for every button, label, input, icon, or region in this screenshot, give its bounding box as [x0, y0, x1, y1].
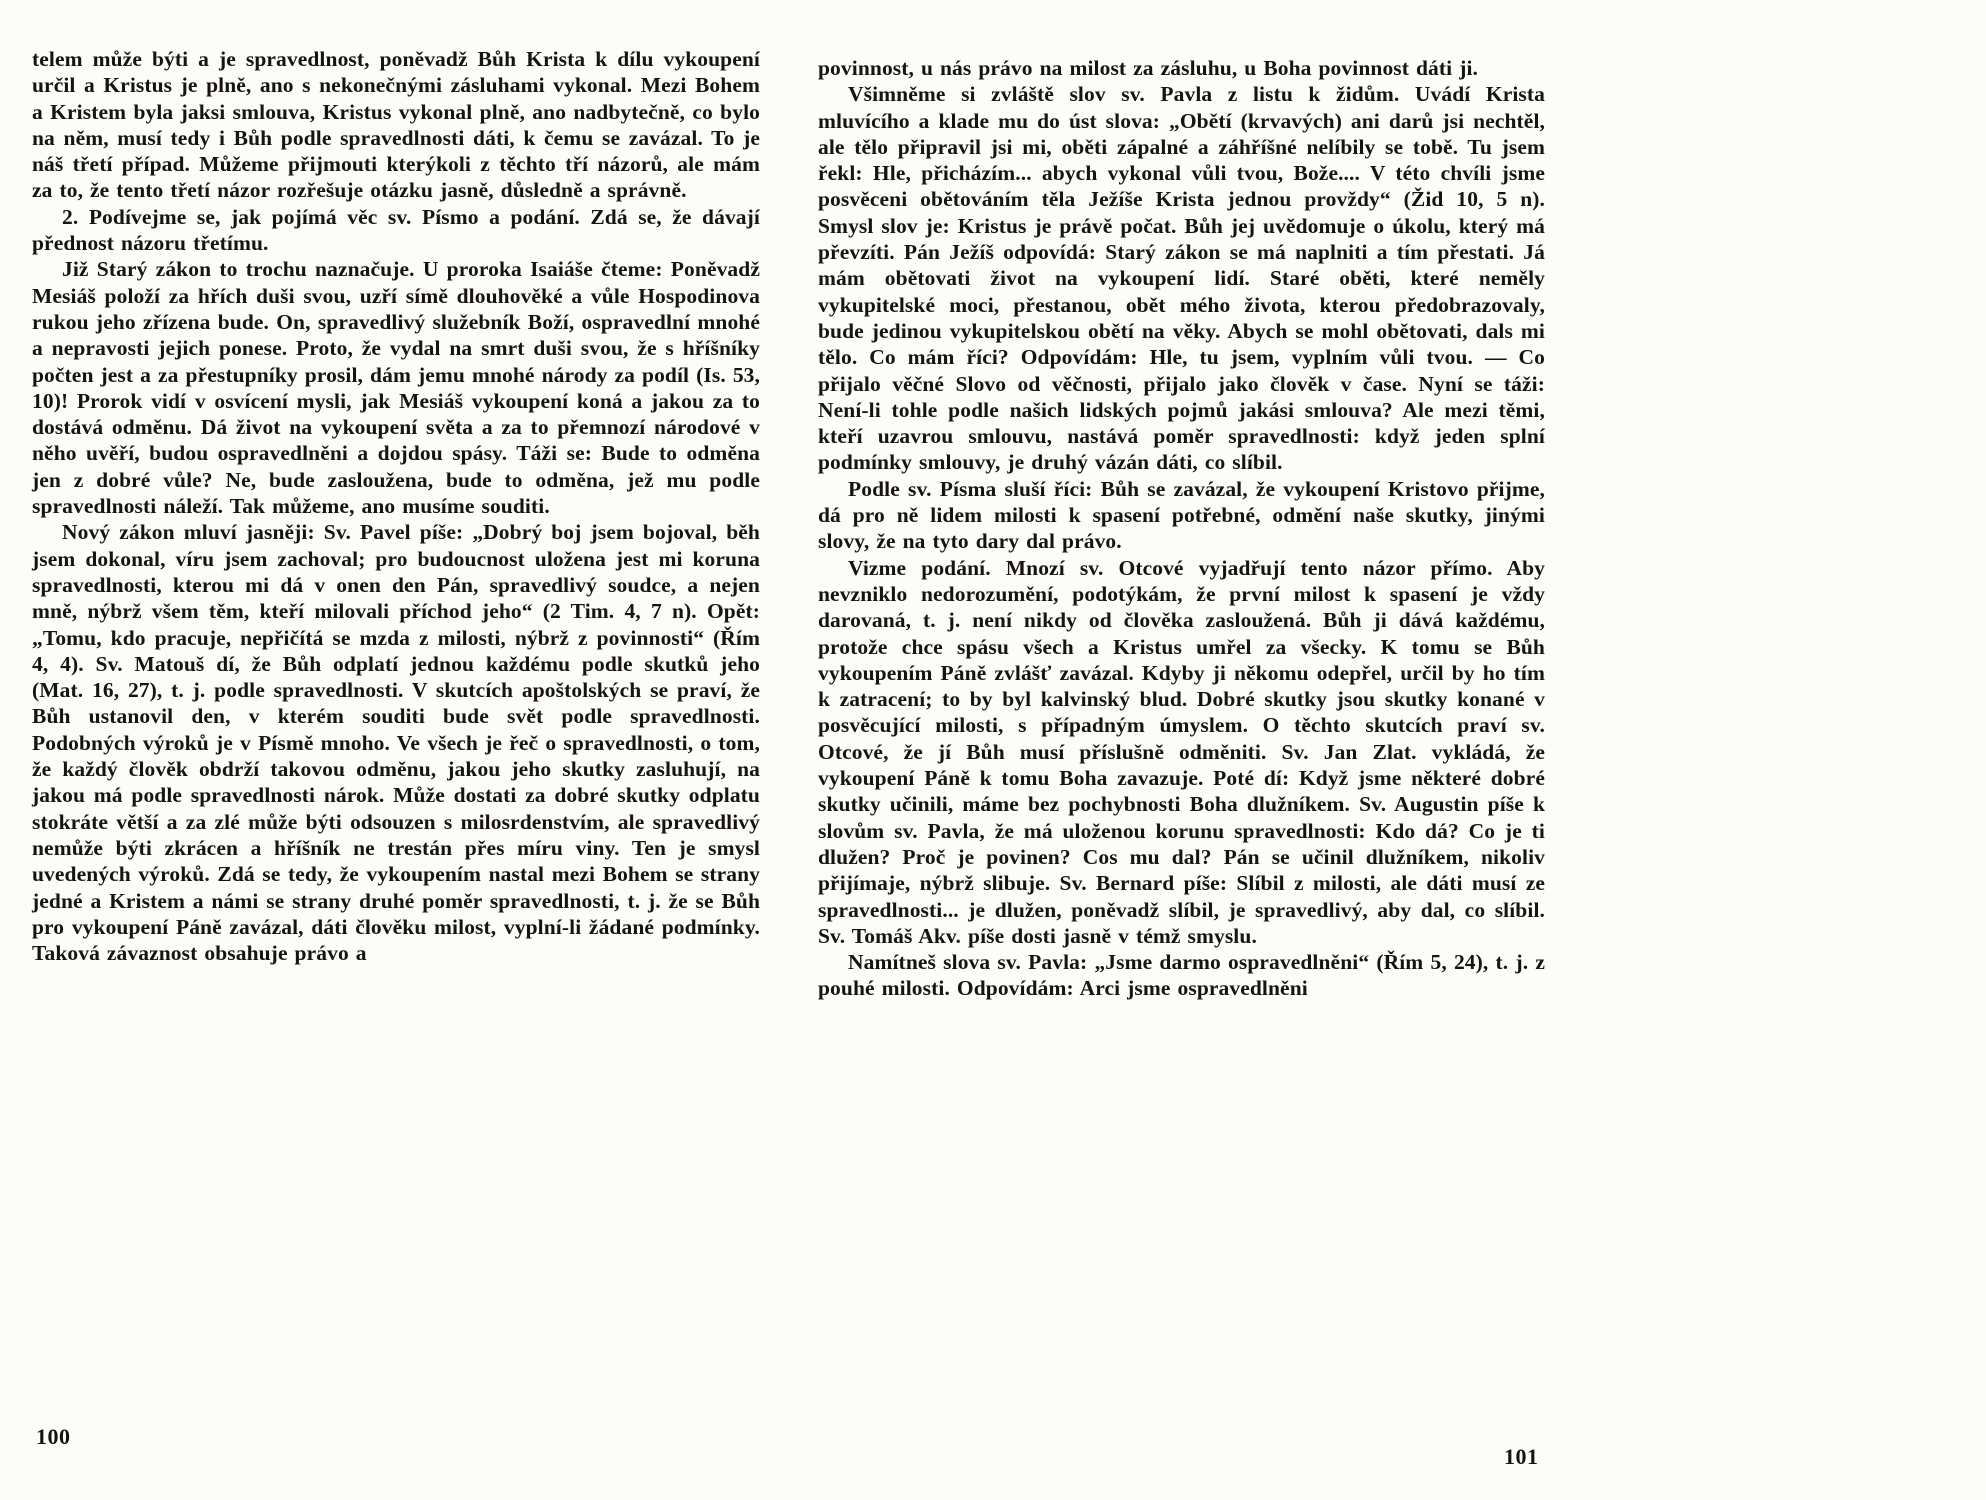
paragraph: Podle sv. Písma sluší říci: Bůh se zavázal, že vykoupení Kristovo přijme, dá pro ně lidem milosti k spasení potřebné, odmění naše skutky, jinými slovy, že na tyto dary dal právo. — [818, 476, 1545, 554]
paragraph: povinnost, u nás právo na milost za zásluhu, u Boha povinnost dáti ji. — [818, 56, 1479, 80]
paragraph: Všimněme si zvláště slov sv. Pavla z listu k židům. Uvádí Krista mluvícího a klade mu do úst slova: „Obětí (krvavých) ani darů jsi nechtěl, ale tělo připravil jsi mi, oběti zápalné a záhříšné nelíbily se tobě. Tu jsem řekl: Hle, přicházím... abych vykonal vůli tvou, Bože.... V této chvíli jsme posvěceni obětováním těla Ježíše Krista jednou provždy“ (Žid 10, 5 n). Smysl slov je: Kristus je právě počat. Bůh jej uvědomuje o úkolu, který má převzíti. Pán Ježíš odpovídá: Starý zákon se má naplniti a tím přestati. Já mám obětovati život na vykoupení lidí. Staré oběti, které neměly vykupitelské moci, přestanou, obět mého života, kterou předobrazovaly, bude jedinou vykupitelskou obětí na věky. Abych se mohl obětovati, dals mi tělo. Co mám říci? Odpovídám: Hle, tu jsem, vyplním vůli tvou. — Co přijalo věčné Slovo od věčnosti, přijalo jako člověk v čase. Nyní se táži: Není-li tohle podle našich lidských pojmů jakási smlouva? Ale mezi těmi, kteří uzavrou smlouvu, nastává poměr spravedlnosti: když jeden splní podmínky smlouvy, je druhý vázán dáti, co slíbil. — [818, 82, 1545, 475]
left-page — [32, 46, 760, 966]
paragraph: 2. Podívejme se, jak pojímá věc sv. Písmo a podání. Zdá se, že dávají přednost názoru třetímu. — [32, 204, 760, 256]
paragraph: Namítneš slova sv. Pavla: „Jsme darmo ospravedlněni“ (Řím 5, 24), t. j. z pouhé milosti. Odpovídám: Arci jsme ospravedlněni — [818, 950, 1545, 1001]
paragraph: Vizme podání. Mnozí sv. Otcové vyjadřují tento názor přímo. Aby nevzniklo nedorozumění, podotýkám, že první milost k spasení je vždy darovaná, t. j. není nikdy od člověka zasloužená. Bůh ji dává každému, protože chce spásu všech a Kristus umřel za všecky. K tomu se Bůh vykoupením Páně zvlášť zavázal. Kdyby ji někomu odepřel, určil by ho tím k zatracení; to by byl kalvinský blud. Dobré skutky jsou skutky konané v posvěcující milosti, s případným úmyslem. O těchto skutcích praví sv. Otcové, že jí Bůh musí příslušně odměniti. Sv. Jan Zlat. vykládá, že vykoupení Páně k tomu Boha zavazuje. Poté dí: Když jsme některé dobré skutky učinili, máme bez pochybnosti Boha dlužníkem. Sv. Augustin píše k slovům sv. Pavla, že má uloženou korunu spravedlnosti: Kdo dá? Co je ti dlužen? Proč je povinen? Cos mu dal? Pán se učinil dlužníkem, nikoliv přijímaje, nýbrž slibuje. Sv. Bernard píše: Slíbil z milosti, ale dáti musí ze spravedlnosti... je dlužen, poněvadž slíbil, je spravedlivý, aby dal, co slíbil. Sv. Tomáš Akv. píše dosti jasně v témž smyslu. — [818, 555, 1545, 948]
right-page — [818, 55, 1545, 1002]
paragraph: telem může býti a je spravedlnost, poněvadž Bůh Krista k dílu vykoupení určil a Kristus je plně, ano s nekonečnými zásluhami vykonal. Mezi Bohem a Kristem byla jaksi smlouva, Kristus vykonal plně, ano nadbytečně, co bylo na něm, musí tedy i Bůh podle spravedlnosti dáti, k čemu se zavázal. To je náš třetí případ. Můžeme přijmouti kterýkoli z těchto tří názorů, ale mám za to, že tento třetí názor rozřešuje otázku jasně, důsledně a správně. — [32, 47, 760, 203]
paragraph: Již Starý zákon to trochu naznačuje. U proroka Isaiáše čteme: Poněvadž Mesiáš položí za hřích duši svou, uzří símě dlouhověké a vůle Hospodinova rukou jeho zřízena bude. On, spravedlivý služebník Boží, ospravedlní mnohé a nepravosti jejich ponese. Proto, že vydal na smrt duši svou, že s hříšníky počten jest a za přestupníky prosil, dám jemu mnohé národy za podíl (Is. 53, 10)! Prorok vidí v osvícení mysli, jak Mesiáš vykoupení koná a jakou za to dostává odměnu. Dá život na vykoupení světa a za to přemnozí národové v něho uvěří, budou ospravedlněni a dojdou spásy. Táži se: Bude to odměna jen z dobré vůle? Ne, bude zasloužena, bude to odměna, jež mu podle spravedlnosti náleží. Tak můžeme, ano musíme souditi. — [32, 257, 760, 519]
page-number-right: 101 — [1504, 1444, 1539, 1469]
page-number-left: 100 — [36, 1424, 71, 1449]
paragraph: Nový zákon mluví jasněji: Sv. Pavel píše: „Dobrý boj jsem bojoval, běh jsem dokonal, víru jsem zachoval; pro budoucnost uložena jest mi koruna spravedlnosti, kterou mi dá v onen den Pán, spravedlivý soudce, a nejen mně, nýbrž všem těm, kteří milovali příchod jeho“ (2 Tim. 4, 7 n). Opět: „Tomu, kdo pracuje, nepřičítá se mzda z milosti, nýbrž z povinnosti“ (Řím 4, 4). Sv. Matouš dí, že Bůh odplatí jednou každému podle skutků jeho (Mat. 16, 27), t. j. podle spravedlnosti. V skutcích apoštolských se praví, že Bůh ustanovil den, v kterém souditi bude svět podle spravedlnosti. Podobných výroků je v Písmě mnoho. Ve všech je řeč o spravedlnosti, o tom, že každý člověk obdrží takovou odměnu, jakou jeho skutky zasluhují, na jakou má podle spravedlnosti nárok. Může dostati za dobré skutky odplatu stokráte větší a za zlé může býti odsouzen s milosrdenstvím, ale spravedlivý nemůže býti zkrácen a hříšník ne trestán přes míru viny. Ten je smysl uvedených výroků. Zdá se tedy, že vykoupením nastal mezi Bohem se strany jedné a Kristem a námi se strany druhé poměr spravedlnosti, t. j. že se Bůh pro vykoupení Páně zavázal, dáti člověku milost, vyplní-li žádané podmínky. Taková závaznost obsahuje právo a — [32, 520, 760, 966]
